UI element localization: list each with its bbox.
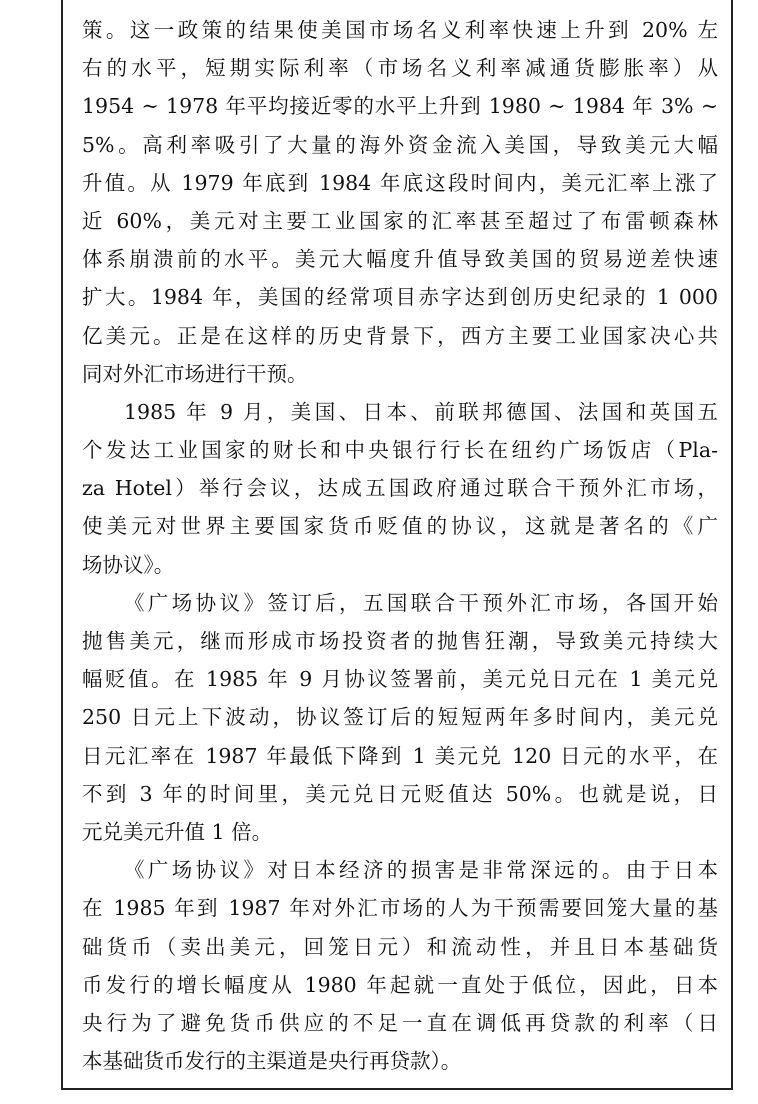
paragraph xyxy=(82,11,718,393)
text-line: 元兑美元升值 1 倍。 xyxy=(82,819,273,844)
text-line: 场协议》。 xyxy=(82,552,175,577)
text-line: 《广场协议》对日本经济的损害是非常深远的。由于日本 xyxy=(124,858,718,883)
text-line: 央行为了避免货币供应的不足一直在调低再贷款的利率（日 xyxy=(82,1010,718,1035)
paragraph xyxy=(82,393,718,584)
text-line: 个发达工业国家的财长和中央银行行长在纽约广场饭店（Pla- xyxy=(82,438,718,463)
text-line: 不到 3 年的时间里，美元兑日元贬值达 50%。也就是说，日 xyxy=(82,781,718,806)
text-line: 策。这一政策的结果使美国市场名义利率快速上升到 20% 左 xyxy=(82,18,718,42)
text-line: za Hotel）举行会议，达成五国政府通过联合干预外汇市场， xyxy=(82,476,718,501)
text-line: 币发行的增长幅度从 1980 年起就一直处于低位，因此，日本 xyxy=(82,972,718,997)
text-line: 亿美元。正是在这样的历史背景下，西方主要工业国家决心共 xyxy=(82,323,718,348)
text-line: 《广场协议》签订后，五国联合干预外汇市场，各国开始 xyxy=(124,590,718,615)
text-line: 1954 ~ 1978 年平均接近零的水平上升到 1980 ~ 1984 年 3% ~ xyxy=(82,94,718,119)
text-line: 幅贬值。在 1985 年 9 月协议签署前，美元兑日元在 1 美元兑 xyxy=(82,667,718,692)
text-line: 日元汇率在 1987 年最低下降到 1 美元兑 120 日元的水平，在 xyxy=(82,743,718,768)
text-line: 1985 年 9 月，美国、日本、前联邦德国、法国和英国五 xyxy=(124,399,718,424)
document-body xyxy=(82,11,718,1080)
text-line: 体系崩溃前的水平。美元大幅度升值导致美国的贸易逆差快速 xyxy=(82,247,718,272)
text-line: 5%。高利率吸引了大量的海外资金流入美国，导致美元大幅 xyxy=(82,132,718,157)
text-line: 抛售美元，继而形成市场投资者的抛售狂潮，导致美元持续大 xyxy=(82,629,718,653)
text-line: 础货币（卖出美元，回笼日元）和流动性，并且日本基础货 xyxy=(82,934,718,959)
text-line: 右的水平，短期实际利率（市场名义利率减通货膨胀率）从 xyxy=(82,56,718,81)
paragraph xyxy=(82,851,718,1080)
text-line: 升值。从 1979 年底到 1984 年底这段时间内，美元汇率上涨了 xyxy=(82,170,718,195)
text-line: 在 1985 年到 1987 年对外汇市场的人为干预需要回笼大量的基 xyxy=(82,896,718,921)
text-line: 本基础货币发行的主渠道是央行再贷款）。 xyxy=(82,1049,462,1074)
text-line: 近 60%，美元对主要工业国家的汇率甚至超过了布雷顿森林 xyxy=(82,208,718,233)
paragraph xyxy=(82,584,718,851)
text-line: 使美元对世界主要国家货币贬值的协议，这就是著名的《广 xyxy=(82,514,718,539)
text-line: 扩大。1984 年，美国的经常项目赤字达到创历史纪录的 1 000 xyxy=(82,285,718,310)
text-line: 250 日元上下波动，协议签订后的短短两年多时间内，美元兑 xyxy=(82,705,718,730)
text-line: 同对外汇市场进行干预。 xyxy=(82,361,308,386)
